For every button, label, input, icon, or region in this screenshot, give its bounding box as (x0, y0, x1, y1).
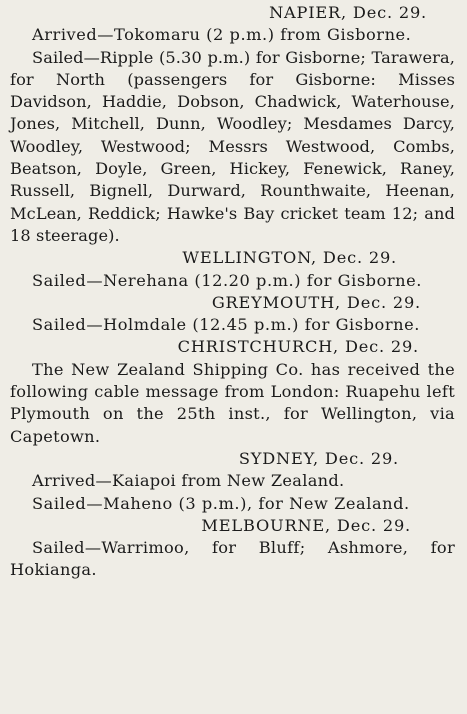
report-sydney (10, 448, 455, 515)
paragraph-napier-arrived: Arrived—Tokomaru (2 p.m.) from Gisborne. (32, 25, 412, 45)
dateline-greymouth: GREYMOUTH, Dec. 29. (211, 292, 421, 312)
paragraph-greymouth-sailed: Sailed—Holmdale (12.45 p.m.) for Gisborne. (32, 315, 420, 335)
paragraph-sydney-sailed: Sailed—Maheno (3 p.m.), for New Zealand. (32, 493, 410, 513)
paragraph-napier-sailed: Sailed—Ripple (5.30 p.m.) for Gisborne; Tarawera, for North (passengers for Gisborne: Misses Davidson, Haddie, Dobson, Chadwick, Waterhouse, Jones, Mitchell, Dunn, Woodley; Mesdames Darcy, Woodley, Westwood; Messrs Westwood, Combs, Beatson, Doyle, Green, Hickey, Fenewick, Raney, Russell, Bignell, Durward, Rounthwaite, Heenan, McLean, Reddick; Hawke's Bay cricket team 12; and 18 steerage). (10, 47, 455, 245)
report-christchurch (10, 336, 455, 447)
report-greymouth (10, 292, 455, 337)
report-melbourne (10, 515, 455, 582)
paragraph-wellington-sailed: Sailed—Nerehana (12.20 p.m.) for Gisborne. (32, 270, 422, 290)
dateline-sydney: SYDNEY, Dec. 29. (238, 448, 399, 468)
report-wellington (10, 247, 455, 292)
dateline-melbourne: MELBOURNE, Dec. 29. (201, 515, 411, 535)
dateline-wellington: WELLINGTON, Dec. 29. (182, 248, 397, 268)
paragraph-christchurch-cable: The New Zealand Shipping Co. has received the following cable message from London: Ruapehu left Plymouth on the 25th inst., for Wellington, via Capetown. (10, 359, 455, 446)
dateline-christchurch: CHRISTCHURCH, Dec. 29. (177, 337, 419, 357)
paragraph-melbourne-sailed: Sailed—Warrimoo, for Bluff; Ashmore, for Hokianga. (10, 538, 455, 580)
paragraph-sydney-arrived: Arrived—Kaiapoi from New Zealand. (32, 471, 345, 491)
dateline-napier: NAPIER, Dec. 29. (269, 3, 427, 22)
report-napier (10, 2, 455, 247)
